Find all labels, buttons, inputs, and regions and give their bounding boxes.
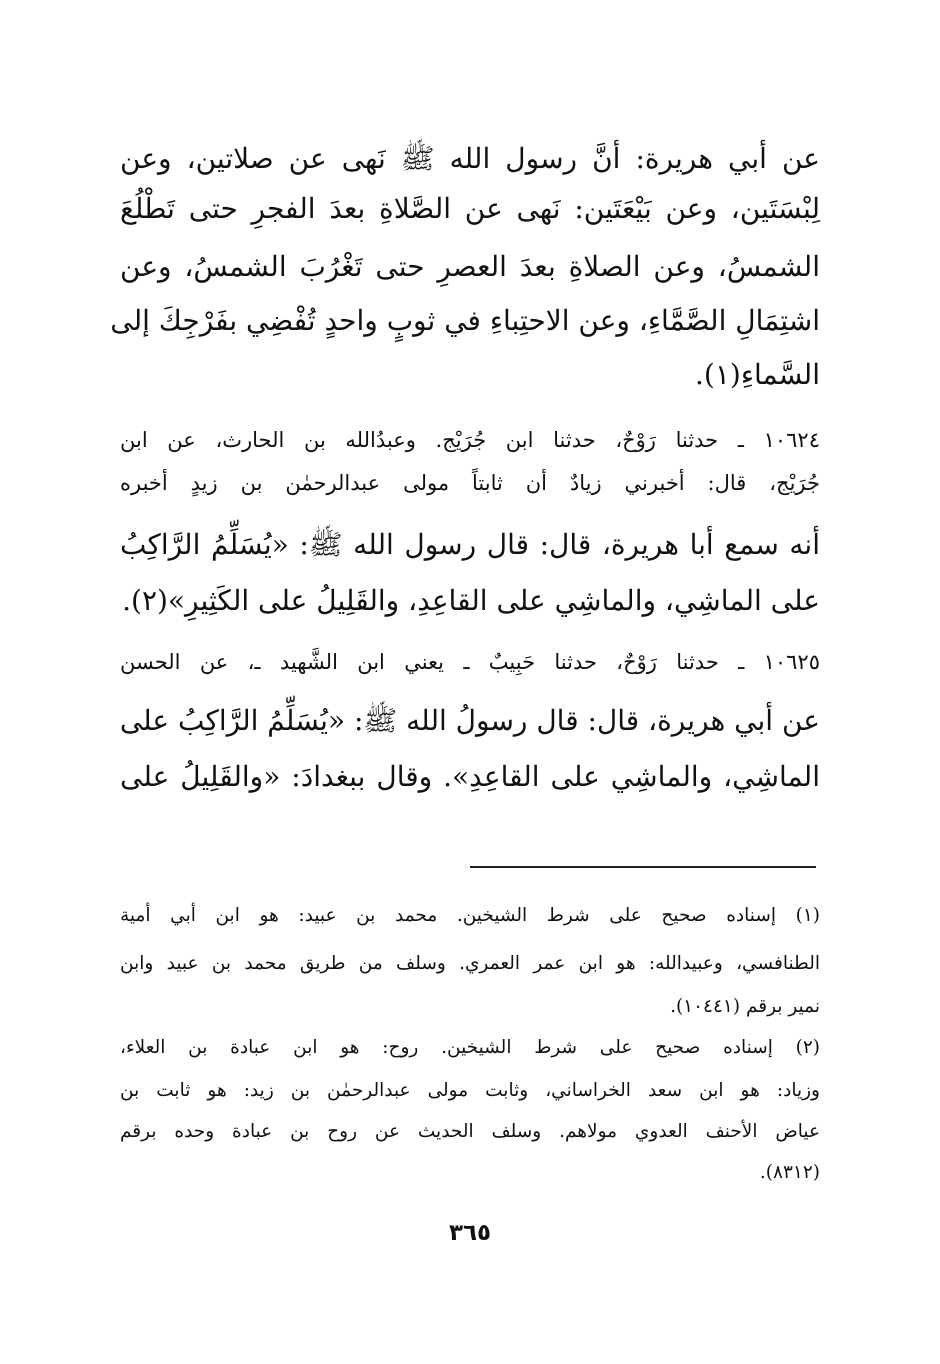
- text-line: السَّماءِ(١).: [695, 358, 820, 391]
- hadith-10624-line: ١٠٦٢٤ ـ حدثنا رَوْحٌ، حدثنا ابن جُرَيْج. وعبدُالله بن الحارث، عن ابن: [120, 428, 820, 452]
- text-line: اشتِمَالِ الصَّمَّاءِ، وعن الاحتِباءِ في ثوبٍ واحدٍ تُفْضِي بفَرْجِكَ إلى: [110, 304, 820, 337]
- footnote-2-line: عياض الأحنف العدوي مولاهم. وسلف الحديث عن روح بن عبادة وحده برقم: [120, 1121, 820, 1142]
- footnote-1-line: الطنافسي، وعبيدالله: هو ابن عمر العمري. وسلف من طريق محمد بن عبيد وابن: [120, 953, 820, 974]
- footnote-2-line: (٨٣١٢).: [759, 1162, 820, 1183]
- footnote-2-line: وزياد: هو ابن سعد الخراساني، وثابت مولى عبدالرحمٰن بن زيد: هو ثابت بن: [120, 1080, 820, 1101]
- footnote-separator: [470, 866, 816, 868]
- hadith-10624-line: جُرَيْج، قال: أخبرني زيادٌ أن ثابتاً مولى عبدالرحمٰن بن زيدٍ أخبره: [120, 471, 820, 495]
- text-line: عن أبي هريرة، قال: قال رسولُ الله ﷺ: «يُسَلِّمُ الرَّاكِبُ على: [119, 704, 820, 737]
- hadith-10625-line: ١٠٦٢٥ ـ حدثنا رَوْحٌ، حدثنا حَبِيبٌ ـ يعني ابن الشَّهيد ـ، عن الحسن: [120, 650, 820, 674]
- text-line: على الماشِي، والماشِي على القاعِدِ، والقَلِيلُ على الكَثِيرِ»(٢).: [122, 584, 820, 617]
- text-line: لِبْسَتَين، وعن بَيْعَتَين: نَهى عن الصَّلاةِ بعدَ الفجرِ حتى تَطْلُعَ: [120, 192, 820, 225]
- text-line: عن أبي هريرة: أنَّ رسول الله ﷺ نَهى عن صلاتين، وعن: [120, 142, 820, 175]
- text-line: الشمسُ، وعن الصلاةِ بعدَ العصرِ حتى تَغْرُبَ الشمسُ، وعن: [120, 250, 820, 283]
- footnote-2-line: (٢) إسناده صحيح على شرط الشيخين. روح: هو ابن عبادة بن العلاء،: [120, 1037, 820, 1058]
- footnote-1-line: (١) إسناده صحيح على شرط الشيخين. محمد بن عبيد: هو ابن أبي أمية: [120, 905, 820, 926]
- text-line: أنه سمع أبا هريرة، قال: قال رسول الله ﷺ: «يُسَلِّمُ الرَّاكِبُ: [120, 528, 820, 561]
- text-line: الماشِي، والماشِي على القاعِدِ». وقال ببغدادَ: «والقَلِيلُ على: [120, 760, 820, 793]
- footnote-1-line: نمير برقم (١٠٤٤١).: [670, 996, 820, 1017]
- page-number: ٣٦٥: [448, 1220, 492, 1246]
